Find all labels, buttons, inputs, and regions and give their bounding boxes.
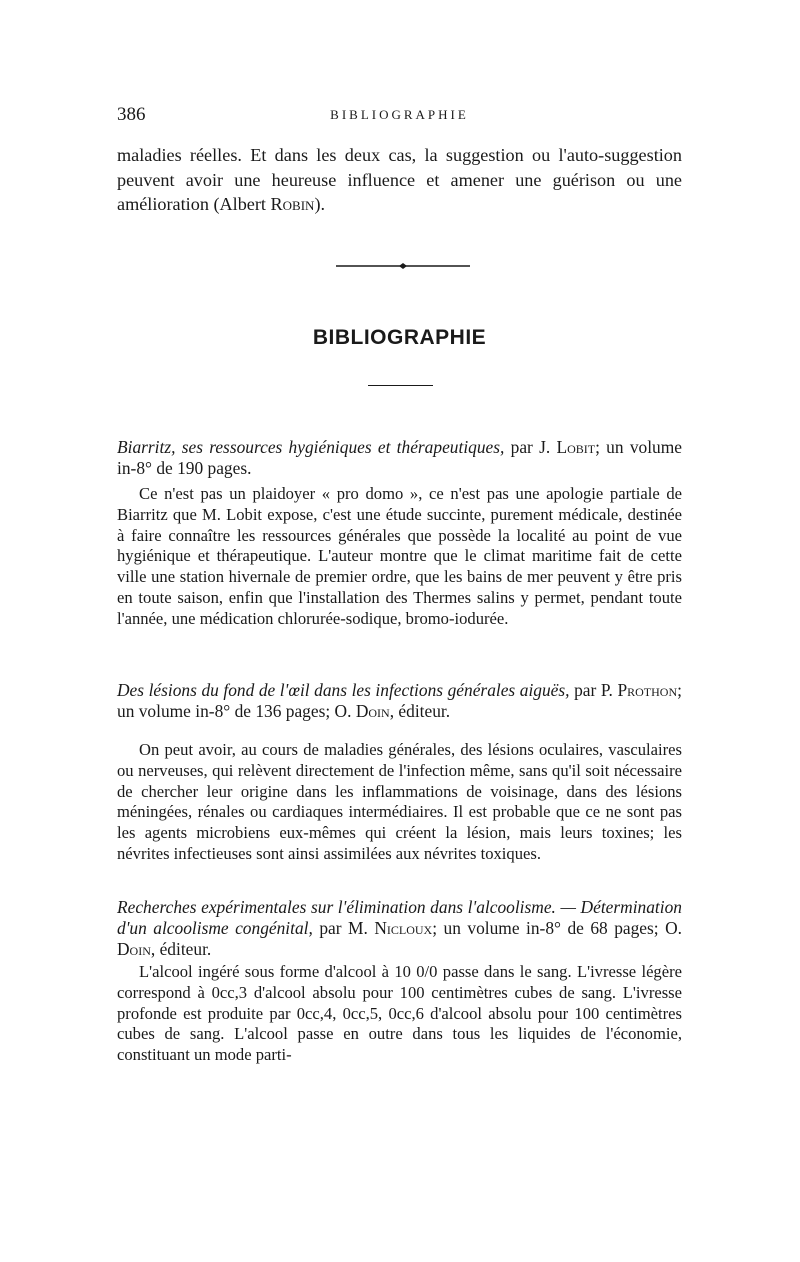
divider-ornament xyxy=(336,262,470,270)
entry-2-citation xyxy=(117,680,682,722)
entry-2-title: Des lésions du fond de l'œil dans les infections générales aiguës, xyxy=(117,680,570,700)
entry-1-details: ; un volume in-8° de 190 pages. xyxy=(117,437,682,478)
running-head xyxy=(117,104,682,130)
opening-author: Robin xyxy=(270,194,315,214)
entry-2-by: par P. xyxy=(574,680,613,700)
entry-2-details: ; un volume in-8° de 136 pages; O. xyxy=(117,680,682,721)
entry-1-body: Ce n'est pas un plaidoyer « pro domo », ce n'est pas une apologie partiale de Biarritz que M. Lobit expose, c'est une étude succinte, purement médicale, destinée à faire connaître les ressources générales que possède la localité au point de vue hygiénique et thérapeutique. L'auteur montre que le climat maritime fait de cette ville une station hivernale de premier ordre, que les bains de mer peuvent y être pris en toute saison, enfin que l'installation des Thermes salins y permet, pendant toute l'année, une médication chlorurée-sodique, bromo-iodurée. xyxy=(117,484,682,628)
page-number: 386 xyxy=(117,104,146,125)
opening-close: ). xyxy=(314,194,326,214)
section-heading: BIBLIOGRAPHIE xyxy=(312,326,487,349)
running-title: BIBLIOGRAPHIE xyxy=(330,107,469,122)
entry-2-author: Prothon xyxy=(617,680,678,700)
opening-paragraph xyxy=(117,143,682,217)
entry-2-publisher: Doin xyxy=(355,701,390,721)
entry-2-body: On peut avoir, au cours de maladies générales, des lésions oculaires, vasculaires ou nerveuses, qui relèvent directement de l'infection même, sans qu'il soit nécessaire de chercher leur origine dans les inflammations de voisinage, dans des lésions méningées, rénales ou cardiaques intermédiaires. Il est probable que ce ne sont pas les agents microbiens eux-mêmes qui créent la lésion, mais leurs toxines; les névrites infectieuses sont ainsi assimilées aux névrites toxiques. xyxy=(117,740,682,863)
entry-3-by: par M. xyxy=(319,918,368,938)
entry-1-by: par J. xyxy=(510,437,551,457)
entry-1-citation xyxy=(117,437,682,479)
entry-3-publisher: Doin xyxy=(117,939,151,959)
entry-2-publisher-suffix: , éditeur. xyxy=(389,701,451,721)
entry-3-body: L'alcool ingéré sous forme d'alcool à 10 0/0 passe dans le sang. L'ivresse légère correspond à 0cc,3 d'alcool absolu pour 100 centimètres cubes de sang. L'ivresse profonde est produite par 0cc,4, 0cc,5, 0cc,6 d'alcool absolu pour 100 centimètres cubes de sang. L'alcool passe en outre dans tous les liquides de l'économie, constituant un mode parti- xyxy=(117,962,682,1065)
entry-3-citation xyxy=(117,897,682,960)
entry-3-details: ; un volume in-8° de 68 pages; O. xyxy=(432,918,683,938)
heading-rule xyxy=(368,385,433,386)
entry-1-title: Biarritz, ses ressources hygiéniques et thérapeutiques, xyxy=(117,437,505,457)
entry-3-author: Nicloux xyxy=(374,918,433,938)
entry-3-title: Recherches expérimentales sur l'élimination dans l'alcoolisme. — Détermination d'un alcoolisme congénital, xyxy=(117,897,682,938)
entry-3-publisher-suffix: , éditeur. xyxy=(150,939,212,959)
entry-1-author: Lobit xyxy=(556,437,596,457)
opening-text: maladies réelles. Et dans les deux cas, la suggestion ou l'auto-suggestion peuvent avoir une heureuse influence et amener une guérison ou une amélioration (Albert xyxy=(117,145,682,214)
